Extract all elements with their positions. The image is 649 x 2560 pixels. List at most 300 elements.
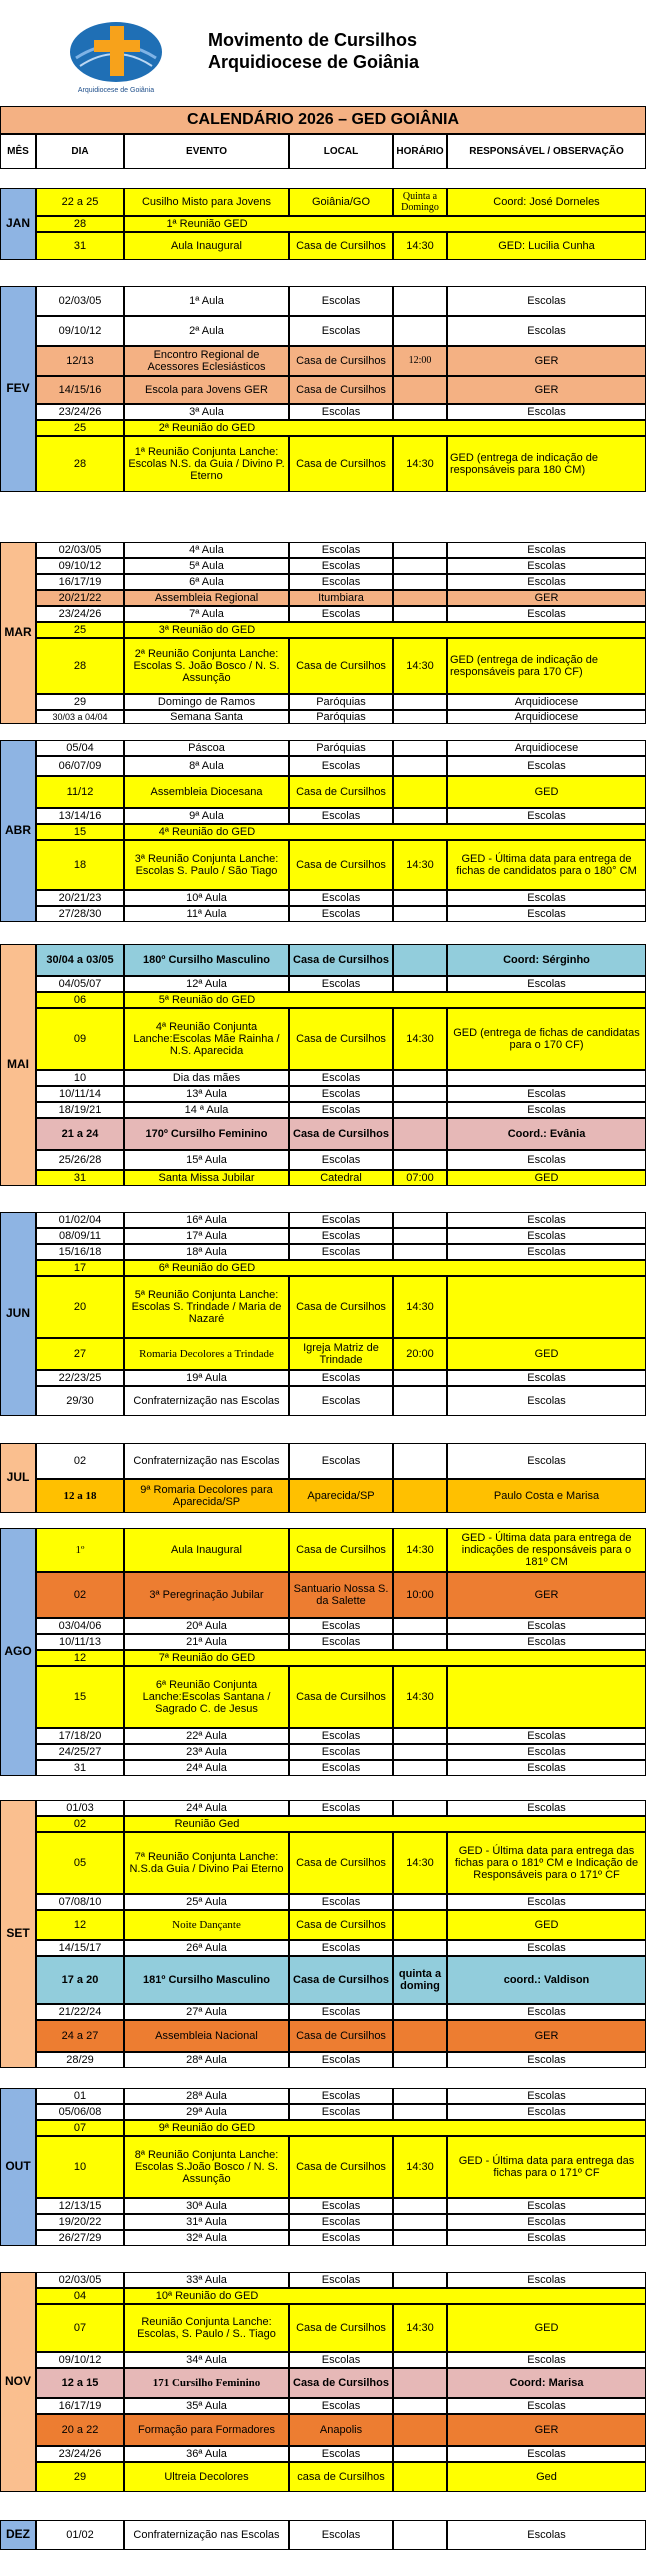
event-name: 181º Cursilho Masculino	[124, 1956, 289, 2004]
event-name: 5ª Aula	[124, 558, 289, 574]
event-name: 25ª Aula	[124, 1894, 289, 1910]
column-header-row	[0, 134, 646, 169]
event-time	[393, 756, 447, 776]
event-place: Escolas	[289, 2214, 393, 2230]
event-place: Escolas	[289, 2446, 393, 2462]
event-responsible: GED - Última data para entrega de indicações de responsáveis para o 181º CM	[447, 1528, 646, 1572]
event-date: 10	[36, 2136, 124, 2198]
event-place: Escolas	[289, 2230, 393, 2246]
month-label: AGO	[0, 1528, 36, 1776]
event-name: 3ª Reunião do GED	[124, 622, 289, 638]
event-place: Casa de Cursilhos	[289, 1276, 393, 1338]
event-time	[393, 2272, 447, 2288]
event-date: 04	[36, 2288, 124, 2304]
event-place: Escolas	[289, 1070, 393, 1086]
month-label: MAR	[0, 542, 36, 724]
event-place: Escolas	[289, 1894, 393, 1910]
event-date: 12/13	[36, 346, 124, 376]
event-date: 17/18/20	[36, 1728, 124, 1744]
event-time	[393, 1118, 447, 1150]
event-time	[393, 1370, 447, 1386]
event-place: Casa de Cursilhos	[289, 346, 393, 376]
event-time: Quinta a Domingo	[393, 188, 447, 216]
event-place: Escolas	[289, 1212, 393, 1228]
event-place: Escolas	[289, 808, 393, 824]
event-date: 21/22/24	[36, 2004, 124, 2020]
event-responsible: Escolas	[447, 1370, 646, 1386]
event-name: 2ª Aula	[124, 316, 289, 346]
event-time	[393, 316, 447, 346]
event-name: 3ª Aula	[124, 404, 289, 420]
event-name: 20ª Aula	[124, 1618, 289, 1634]
event-place: Escolas	[289, 890, 393, 906]
event-date: 11/12	[36, 776, 124, 808]
event-name: Cusilho Misto para Jovens	[124, 188, 289, 216]
event-place: Escolas	[289, 1728, 393, 1744]
event-name: 3ª Peregrinação Jubilar	[124, 1572, 289, 1618]
event-time	[393, 2104, 447, 2120]
event-time	[393, 1760, 447, 1776]
event-name: 22ª Aula	[124, 1728, 289, 1744]
org-name: Movimento de Cursilhos	[208, 30, 418, 50]
event-time	[393, 944, 447, 976]
event-name: 171 Cursilho Feminino	[124, 2368, 289, 2398]
event-responsible: Escolas	[447, 1150, 646, 1170]
event-name: 30ª Aula	[124, 2198, 289, 2214]
event-name: 28ª Aula	[124, 2052, 289, 2068]
event-time: 14:30	[393, 1832, 447, 1894]
event-date: 12/13/15	[36, 2198, 124, 2214]
event-name: 7ª Aula	[124, 606, 289, 622]
event-responsible	[447, 1070, 646, 1086]
event-date: 06	[36, 992, 124, 1008]
page-header	[0, 0, 649, 106]
event-date: 24 a 27	[36, 2020, 124, 2052]
event-name: 1ª Reunião GED	[124, 216, 289, 232]
event-date: 16/17/19	[36, 574, 124, 590]
event-date: 1º	[36, 1528, 124, 1572]
event-time	[393, 558, 447, 574]
event-date: 23/24/26	[36, 606, 124, 622]
event-time	[393, 404, 447, 420]
event-name: 26ª Aula	[124, 1940, 289, 1956]
event-responsible: Coord: José Dorneles	[447, 188, 646, 216]
event-time: 14:30	[393, 436, 447, 492]
event-date: 09/10/12	[36, 2352, 124, 2368]
event-date: 29	[36, 2462, 124, 2492]
event-time: 14:30	[393, 638, 447, 694]
event-date: 12 a 18	[36, 1479, 124, 1513]
event-name: 1ª Reunião Conjunta Lanche: Escolas N.S. da Guia / Divino P. Eterno	[124, 436, 289, 492]
event-responsible: Escolas	[447, 558, 646, 574]
month-label: OUT	[0, 2088, 36, 2246]
event-date: 05	[36, 1832, 124, 1894]
event-place: Escolas	[289, 1370, 393, 1386]
event-responsible: Escolas	[447, 404, 646, 420]
event-responsible: Escolas	[447, 542, 646, 558]
event-place: Escolas	[289, 2272, 393, 2288]
event-date: 28	[36, 436, 124, 492]
event-time: 14:30	[393, 2136, 447, 2198]
event-time	[393, 1244, 447, 1260]
event-date: 14/15/17	[36, 1940, 124, 1956]
event-place: Casa de Cursilhos	[289, 436, 393, 492]
event-responsible: GED (entrega de indicação de responsáveis para 180 CM)	[447, 436, 646, 492]
event-name: Assembleia Nacional	[124, 2020, 289, 2052]
event-time	[393, 2462, 447, 2492]
event-place: Escolas	[289, 1150, 393, 1170]
event-date: 03/04/06	[36, 1618, 124, 1634]
event-responsible: Escolas	[447, 2352, 646, 2368]
event-place: casa de Cursilhos	[289, 2462, 393, 2492]
event-responsible: GER	[447, 1572, 646, 1618]
event-date: 26/27/29	[36, 2230, 124, 2246]
event-date: 04/05/07	[36, 976, 124, 992]
event-responsible: Escolas	[447, 1443, 646, 1479]
event-date: 05/06/08	[36, 2104, 124, 2120]
calendar-title: CALENDÁRIO 2026 – GED GOIÂNIA	[0, 106, 646, 134]
event-responsible: Escolas	[447, 574, 646, 590]
event-name: 6ª Reunião Conjunta Lanche:Escolas Santana / Sagrado C. de Jesus	[124, 1666, 289, 1728]
event-responsible: GER	[447, 376, 646, 404]
event-responsible: Arquidiocese	[447, 740, 646, 756]
event-place: Casa de Cursilhos	[289, 840, 393, 890]
event-name: Confraternização nas Escolas	[124, 2520, 289, 2550]
event-date: 24/25/27	[36, 1744, 124, 1760]
event-place: Casa de Cursilhos	[289, 1910, 393, 1940]
event-date: 31	[36, 1170, 124, 1186]
event-name: 15ª Aula	[124, 1150, 289, 1170]
event-place: Escolas	[289, 2052, 393, 2068]
event-date: 20/21/23	[36, 890, 124, 906]
event-name: 36ª Aula	[124, 2446, 289, 2462]
event-name: 10ª Reunião do GED	[124, 2288, 289, 2304]
event-responsible: Escolas	[447, 2446, 646, 2462]
event-date: 30/04 a 03/05	[36, 944, 124, 976]
event-name: Aula Inaugural	[124, 1528, 289, 1572]
event-place: Escolas	[289, 2352, 393, 2368]
event-time	[393, 2414, 447, 2446]
event-place: Escolas	[289, 1760, 393, 1776]
event-name: 18ª Aula	[124, 1244, 289, 1260]
event-time	[393, 1150, 447, 1170]
event-date: 02/03/05	[36, 286, 124, 316]
event-responsible: Escolas	[447, 1228, 646, 1244]
event-time	[393, 1228, 447, 1244]
event-responsible: Escolas	[447, 890, 646, 906]
event-place: Escolas	[289, 1443, 393, 1479]
event-name: Reunião Conjunta Lanche: Escolas, S. Paulo / S.. Tiago	[124, 2304, 289, 2352]
event-date: 18/19/21	[36, 1102, 124, 1118]
event-place: Casa de Cursilhos	[289, 1666, 393, 1728]
event-date: 15/16/18	[36, 1244, 124, 1260]
event-name: Escola para Jovens GER	[124, 376, 289, 404]
event-date: 10/11/13	[36, 1634, 124, 1650]
event-time	[393, 2520, 447, 2550]
event-time	[393, 808, 447, 824]
event-responsible: Coord: Marisa	[447, 2368, 646, 2398]
event-date: 12 a 15	[36, 2368, 124, 2398]
event-place: Escolas	[289, 976, 393, 992]
event-time	[393, 1443, 447, 1479]
col-header-place: LOCAL	[289, 134, 393, 169]
event-date: 14/15/16	[36, 376, 124, 404]
event-responsible: Arquidiocese	[447, 710, 646, 724]
event-place: Escolas	[289, 756, 393, 776]
event-time: 10:00	[393, 1572, 447, 1618]
event-place: Escolas	[289, 286, 393, 316]
event-name: 34ª Aula	[124, 2352, 289, 2368]
event-date: 27/28/30	[36, 906, 124, 922]
event-date: 27	[36, 1338, 124, 1370]
event-name: Dia das mães	[124, 1070, 289, 1086]
event-name: 31ª Aula	[124, 2214, 289, 2230]
event-name: Santa Missa Jubilar	[124, 1170, 289, 1186]
col-header-month: MÊS	[0, 134, 36, 169]
event-name: 4ª Aula	[124, 542, 289, 558]
event-time	[393, 376, 447, 404]
event-responsible: Escolas	[447, 1086, 646, 1102]
event-name: 2ª Reunião do GED	[124, 420, 289, 436]
event-date: 06/07/09	[36, 756, 124, 776]
event-name: 6ª Reunião do GED	[124, 1260, 289, 1276]
event-time: quinta a doming	[393, 1956, 447, 2004]
event-time	[393, 2004, 447, 2020]
event-date: 01/02/04	[36, 1212, 124, 1228]
event-responsible: GED	[447, 1170, 646, 1186]
event-responsible: Escolas	[447, 2088, 646, 2104]
event-place: Escolas	[289, 542, 393, 558]
event-name: 4ª Reunião Conjunta Lanche:Escolas Mãe Rainha / N.S. Aparecida	[124, 1008, 289, 1070]
event-date: 09	[36, 1008, 124, 1070]
event-place: Casa de Cursilhos	[289, 2368, 393, 2398]
event-place: Escolas	[289, 2004, 393, 2020]
event-time	[393, 2230, 447, 2246]
event-responsible: Escolas	[447, 316, 646, 346]
event-name: Páscoa	[124, 740, 289, 756]
event-responsible: Escolas	[447, 2052, 646, 2068]
event-date: 20 a 22	[36, 2414, 124, 2446]
event-date: 02/03/05	[36, 542, 124, 558]
event-place: Escolas	[289, 1634, 393, 1650]
event-time	[393, 1800, 447, 1816]
event-time	[393, 1386, 447, 1416]
event-place: Escolas	[289, 906, 393, 922]
event-date: 12	[36, 1650, 124, 1666]
event-time	[393, 776, 447, 808]
event-name: 35ª Aula	[124, 2398, 289, 2414]
event-place: Casa de Cursilhos	[289, 1528, 393, 1572]
event-date: 29	[36, 694, 124, 710]
event-responsible: Escolas	[447, 756, 646, 776]
event-place: Escolas	[289, 2398, 393, 2414]
event-name: 180º Cursilho Masculino	[124, 944, 289, 976]
event-time	[393, 1728, 447, 1744]
event-name: 6ª Aula	[124, 574, 289, 590]
event-name: 13ª Aula	[124, 1086, 289, 1102]
event-place: Escolas	[289, 2088, 393, 2104]
month-label: JUL	[0, 1443, 36, 1513]
event-time	[393, 1744, 447, 1760]
event-place: Itumbiara	[289, 590, 393, 606]
event-name: 32ª Aula	[124, 2230, 289, 2246]
event-name: 9ª Reunião do GED	[124, 2120, 289, 2136]
event-responsible: Escolas	[447, 2398, 646, 2414]
event-name: Aula Inaugural	[124, 232, 289, 260]
event-date: 07	[36, 2120, 124, 2136]
event-date: 02	[36, 1443, 124, 1479]
event-name: 24ª Aula	[124, 1800, 289, 1816]
event-responsible: Escolas	[447, 2004, 646, 2020]
event-name: 12ª Aula	[124, 976, 289, 992]
event-time	[393, 2088, 447, 2104]
col-header-day: DIA	[36, 134, 124, 169]
event-name: Assembleia Diocesana	[124, 776, 289, 808]
event-responsible: Escolas	[447, 2230, 646, 2246]
month-label: FEV	[0, 286, 36, 492]
event-name: 14 ª Aula	[124, 1102, 289, 1118]
event-date: 25	[36, 420, 124, 436]
event-date: 02/03/05	[36, 2272, 124, 2288]
logo-caption: Arquidiocese de Goiânia	[77, 87, 155, 94]
event-time: 14:30	[393, 1666, 447, 1728]
event-place: Casa de Cursilhos	[289, 1832, 393, 1894]
event-responsible: GED - Última data para entrega das fichas para o 171º CF	[447, 2136, 646, 2198]
event-responsible: GED	[447, 1338, 646, 1370]
event-place: Escolas	[289, 1228, 393, 1244]
month-label: NOV	[0, 2272, 36, 2492]
event-responsible: GED - Última data para entrega de fichas de candidatos para o 180° CM	[447, 840, 646, 890]
event-responsible: Escolas	[447, 1618, 646, 1634]
event-responsible: GER	[447, 590, 646, 606]
event-time	[393, 1940, 447, 1956]
event-responsible: Escolas	[447, 1386, 646, 1416]
event-time	[393, 2214, 447, 2230]
event-date: 09/10/12	[36, 558, 124, 574]
event-place: Casa de Cursilhos	[289, 376, 393, 404]
event-name: 28ª Aula	[124, 2088, 289, 2104]
event-place: Casa de Cursilhos	[289, 2020, 393, 2052]
event-time: 14:30	[393, 1276, 447, 1338]
event-time	[393, 1479, 447, 1513]
event-name: 7ª Reunião Conjunta Lanche: N.S.da Guia / Divino Pai Eterno	[124, 1832, 289, 1894]
event-place: Paróquias	[289, 710, 393, 724]
event-responsible: Escolas	[447, 1800, 646, 1816]
event-name: 5ª Reunião do GED	[124, 992, 289, 1008]
event-time	[393, 1212, 447, 1228]
event-place: Escolas	[289, 1744, 393, 1760]
event-name: 16ª Aula	[124, 1212, 289, 1228]
event-responsible	[447, 1276, 646, 1338]
event-responsible: Escolas	[447, 2214, 646, 2230]
event-time	[393, 542, 447, 558]
event-responsible: Escolas	[447, 2104, 646, 2120]
org-diocese: Arquidiocese de Goiânia	[208, 52, 420, 72]
event-responsible: Paulo Costa e Marisa	[447, 1479, 646, 1513]
event-responsible: GED	[447, 1910, 646, 1940]
event-date: 25/26/28	[36, 1150, 124, 1170]
event-place: Catedral	[289, 1170, 393, 1186]
event-responsible: Escolas	[447, 808, 646, 824]
event-place: Casa de Cursilhos	[289, 776, 393, 808]
event-name: 1ª Aula	[124, 286, 289, 316]
event-name: 9ª Aula	[124, 808, 289, 824]
event-name: 3ª Reunião Conjunta Lanche: Escolas S. Paulo / São Tiago	[124, 840, 289, 890]
event-date: 19/20/22	[36, 2214, 124, 2230]
event-date: 23/24/26	[36, 2446, 124, 2462]
event-time	[393, 1910, 447, 1940]
event-date: 28/29	[36, 2052, 124, 2068]
event-place: Casa de Cursilhos	[289, 2304, 393, 2352]
event-place: Paróquias	[289, 740, 393, 756]
event-responsible: Escolas	[447, 286, 646, 316]
event-responsible: GED (entrega de indicação de responsáveis para 170 CF)	[447, 638, 646, 694]
event-place: Escolas	[289, 2520, 393, 2550]
event-responsible: Escolas	[447, 2198, 646, 2214]
event-date: 07	[36, 2304, 124, 2352]
event-place: Casa de Cursilhos	[289, 1008, 393, 1070]
event-name: Noite Dançante	[124, 1910, 289, 1940]
event-place: Igreja Matriz de Trindade	[289, 1338, 393, 1370]
month-label: JUN	[0, 1212, 36, 1416]
event-date: 30/03 a 04/04	[36, 710, 124, 724]
event-place: Casa de Cursilhos	[289, 944, 393, 976]
event-responsible: Escolas	[447, 1102, 646, 1118]
month-label: SET	[0, 1800, 36, 2068]
cursilho-logo-icon	[66, 18, 166, 98]
event-place: Escolas	[289, 1244, 393, 1260]
event-date: 15	[36, 824, 124, 840]
event-time	[393, 1894, 447, 1910]
event-name: Semana Santa	[124, 710, 289, 724]
event-place: Aparecida/SP	[289, 1479, 393, 1513]
event-time	[393, 1634, 447, 1650]
event-time	[393, 976, 447, 992]
event-date: 31	[36, 232, 124, 260]
event-time	[393, 590, 447, 606]
event-place: Casa de Cursilhos	[289, 638, 393, 694]
event-name: 170º Cursilho Feminino	[124, 1118, 289, 1150]
event-place: Escolas	[289, 2104, 393, 2120]
event-responsible: GED: Lucilia Cunha	[447, 232, 646, 260]
event-name: 9ª Romaria Decolores para Aparecida/SP	[124, 1479, 289, 1513]
event-name: Ultreia Decolores	[124, 2462, 289, 2492]
col-header-time: HORÁRIO	[393, 134, 447, 169]
event-place: Escolas	[289, 558, 393, 574]
event-name: 29ª Aula	[124, 2104, 289, 2120]
month-label: JAN	[0, 188, 36, 260]
event-name: 21ª Aula	[124, 1634, 289, 1650]
event-responsible: Escolas	[447, 2272, 646, 2288]
event-name: 17ª Aula	[124, 1228, 289, 1244]
event-name: 23ª Aula	[124, 1744, 289, 1760]
event-time	[393, 740, 447, 756]
event-time	[393, 2052, 447, 2068]
event-name: Domingo de Ramos	[124, 694, 289, 710]
event-place: Anapolis	[289, 2414, 393, 2446]
event-name: 8ª Aula	[124, 756, 289, 776]
event-name: Confraternização nas Escolas	[124, 1443, 289, 1479]
month-label: ABR	[0, 740, 36, 922]
event-responsible: Ged	[447, 2462, 646, 2492]
event-date: 22/23/25	[36, 1370, 124, 1386]
event-name: 11ª Aula	[124, 906, 289, 922]
event-date: 15	[36, 1666, 124, 1728]
event-name: 4ª Reunião do GED	[124, 824, 289, 840]
event-date: 31	[36, 1760, 124, 1776]
event-time: 14:30	[393, 840, 447, 890]
event-place: Casa de Cursilhos	[289, 1956, 393, 2004]
